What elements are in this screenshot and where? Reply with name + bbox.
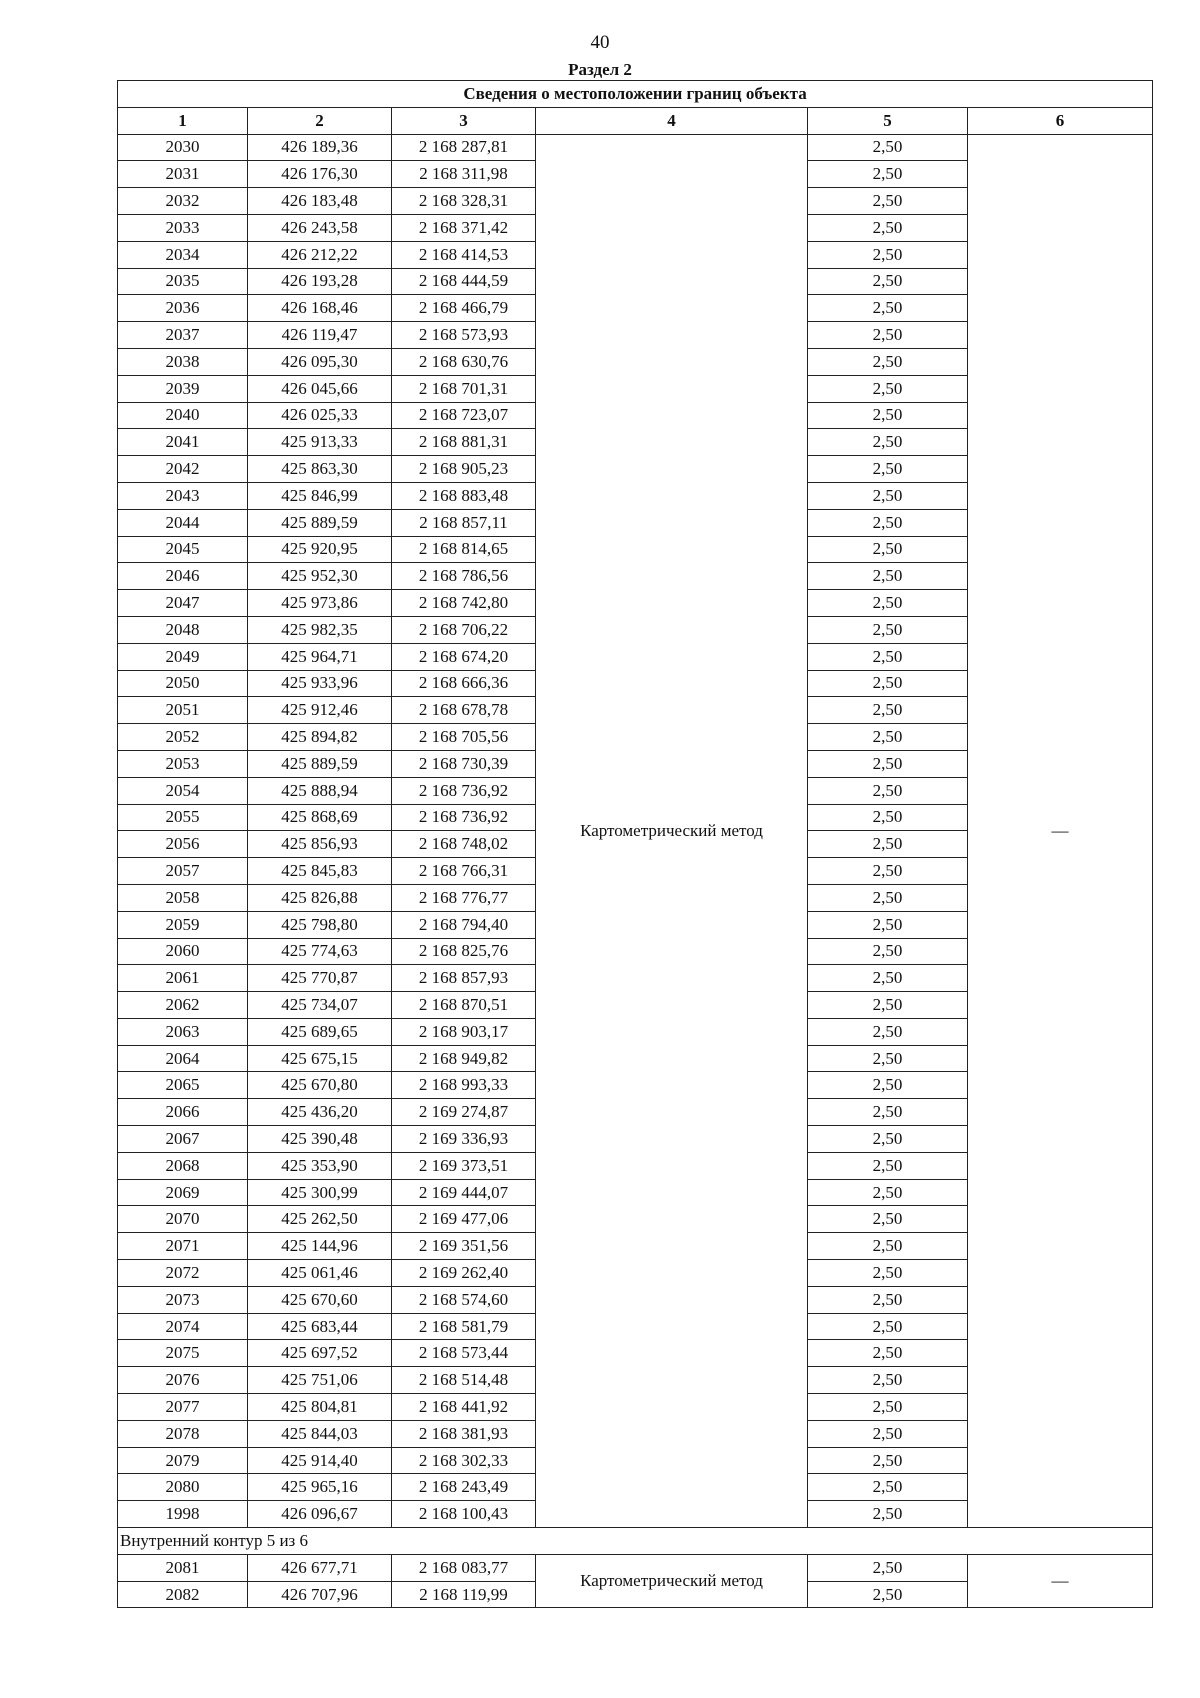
point-number-cell: 2037 [118, 322, 248, 349]
x-coordinate-cell: 425 770,87 [248, 965, 392, 992]
x-coordinate-cell: 425 670,60 [248, 1286, 392, 1313]
point-number-cell: 2033 [118, 214, 248, 241]
x-coordinate-cell: 425 061,46 [248, 1260, 392, 1287]
point-number-cell: 2050 [118, 670, 248, 697]
point-number-cell: 2079 [118, 1447, 248, 1474]
accuracy-cell: 2,50 [808, 1581, 968, 1608]
point-number-cell: 2076 [118, 1367, 248, 1394]
x-coordinate-cell: 425 933,96 [248, 670, 392, 697]
point-number-cell: 2042 [118, 456, 248, 483]
accuracy-cell: 2,50 [808, 348, 968, 375]
y-coordinate-cell: 2 168 905,23 [392, 456, 536, 483]
point-number-cell: 2081 [118, 1554, 248, 1581]
y-coordinate-cell: 2 168 083,77 [392, 1554, 536, 1581]
column-header: 4 [536, 107, 808, 134]
accuracy-cell: 2,50 [808, 992, 968, 1019]
y-coordinate-cell: 2 169 373,51 [392, 1152, 536, 1179]
column-header: 1 [118, 107, 248, 134]
y-coordinate-cell: 2 168 870,51 [392, 992, 536, 1019]
x-coordinate-cell: 425 670,80 [248, 1072, 392, 1099]
accuracy-cell: 2,50 [808, 402, 968, 429]
point-number-cell: 2066 [118, 1099, 248, 1126]
point-number-cell: 2077 [118, 1394, 248, 1421]
accuracy-cell: 2,50 [808, 858, 968, 885]
accuracy-cell: 2,50 [808, 1474, 968, 1501]
point-number-cell: 2044 [118, 509, 248, 536]
y-coordinate-cell: 2 169 444,07 [392, 1179, 536, 1206]
point-number-cell: 2048 [118, 616, 248, 643]
x-coordinate-cell: 425 144,96 [248, 1233, 392, 1260]
x-coordinate-cell: 425 964,71 [248, 643, 392, 670]
point-number-cell: 2059 [118, 911, 248, 938]
y-coordinate-cell: 2 168 466,79 [392, 295, 536, 322]
accuracy-cell: 2,50 [808, 911, 968, 938]
accuracy-cell: 2,50 [808, 134, 968, 161]
x-coordinate-cell: 425 913,33 [248, 429, 392, 456]
point-number-cell: 2040 [118, 402, 248, 429]
x-coordinate-cell: 425 683,44 [248, 1313, 392, 1340]
accuracy-cell: 2,50 [808, 241, 968, 268]
x-coordinate-cell: 426 243,58 [248, 214, 392, 241]
x-coordinate-cell: 425 973,86 [248, 590, 392, 617]
point-number-cell: 2065 [118, 1072, 248, 1099]
x-coordinate-cell: 425 390,48 [248, 1126, 392, 1153]
accuracy-cell: 2,50 [808, 1233, 968, 1260]
x-coordinate-cell: 425 734,07 [248, 992, 392, 1019]
point-number-cell: 2073 [118, 1286, 248, 1313]
accuracy-cell: 2,50 [808, 188, 968, 215]
point-number-cell: 2034 [118, 241, 248, 268]
accuracy-cell: 2,50 [808, 295, 968, 322]
y-coordinate-cell: 2 168 825,76 [392, 938, 536, 965]
x-coordinate-cell: 425 889,59 [248, 509, 392, 536]
x-coordinate-cell: 426 119,47 [248, 322, 392, 349]
accuracy-cell: 2,50 [808, 1340, 968, 1367]
accuracy-cell: 2,50 [808, 268, 968, 295]
accuracy-cell: 2,50 [808, 965, 968, 992]
x-coordinate-cell: 426 176,30 [248, 161, 392, 188]
accuracy-cell: 2,50 [808, 1394, 968, 1421]
x-coordinate-cell: 425 982,35 [248, 616, 392, 643]
y-coordinate-cell: 2 168 766,31 [392, 858, 536, 885]
y-coordinate-cell: 2 168 730,39 [392, 750, 536, 777]
point-number-cell: 2051 [118, 697, 248, 724]
point-number-cell: 2058 [118, 884, 248, 911]
accuracy-cell: 2,50 [808, 456, 968, 483]
y-coordinate-cell: 2 168 701,31 [392, 375, 536, 402]
accuracy-cell: 2,50 [808, 1501, 968, 1528]
y-coordinate-cell: 2 168 441,92 [392, 1394, 536, 1421]
x-coordinate-cell: 425 914,40 [248, 1447, 392, 1474]
x-coordinate-cell: 425 826,88 [248, 884, 392, 911]
accuracy-cell: 2,50 [808, 1099, 968, 1126]
point-number-cell: 2068 [118, 1152, 248, 1179]
y-coordinate-cell: 2 168 302,33 [392, 1447, 536, 1474]
accuracy-cell: 2,50 [808, 1313, 968, 1340]
accuracy-cell: 2,50 [808, 1367, 968, 1394]
accuracy-cell: 2,50 [808, 616, 968, 643]
x-coordinate-cell: 425 952,30 [248, 563, 392, 590]
x-coordinate-cell: 425 965,16 [248, 1474, 392, 1501]
table-row [118, 134, 1153, 161]
column-header-row [118, 107, 1153, 134]
x-coordinate-cell: 426 707,96 [248, 1581, 392, 1608]
accuracy-cell: 2,50 [808, 590, 968, 617]
contour-label: Внутренний контур 5 из 6 [118, 1528, 1153, 1555]
x-coordinate-cell: 425 863,30 [248, 456, 392, 483]
y-coordinate-cell: 2 168 776,77 [392, 884, 536, 911]
x-coordinate-cell: 425 262,50 [248, 1206, 392, 1233]
y-coordinate-cell: 2 168 119,99 [392, 1581, 536, 1608]
accuracy-cell: 2,50 [808, 831, 968, 858]
accuracy-cell: 2,50 [808, 1152, 968, 1179]
accuracy-cell: 2,50 [808, 1018, 968, 1045]
accuracy-cell: 2,50 [808, 938, 968, 965]
x-coordinate-cell: 425 804,81 [248, 1394, 392, 1421]
y-coordinate-cell: 2 168 883,48 [392, 482, 536, 509]
y-coordinate-cell: 2 169 274,87 [392, 1099, 536, 1126]
accuracy-cell: 2,50 [808, 482, 968, 509]
x-coordinate-cell: 426 183,48 [248, 188, 392, 215]
point-number-cell: 2072 [118, 1260, 248, 1287]
point-number-cell: 2078 [118, 1420, 248, 1447]
point-number-cell: 2057 [118, 858, 248, 885]
point-number-cell: 2038 [118, 348, 248, 375]
column-header: 5 [808, 107, 968, 134]
accuracy-cell: 2,50 [808, 1206, 968, 1233]
note-cell: — [968, 134, 1153, 1527]
x-coordinate-cell: 425 846,99 [248, 482, 392, 509]
point-number-cell: 2039 [118, 375, 248, 402]
coordinates-table [117, 80, 1153, 1608]
point-number-cell: 1998 [118, 1501, 248, 1528]
point-number-cell: 2041 [118, 429, 248, 456]
table-caption: Сведения о местоположении границ объекта [118, 81, 1153, 108]
y-coordinate-cell: 2 168 903,17 [392, 1018, 536, 1045]
column-header: 6 [968, 107, 1153, 134]
y-coordinate-cell: 2 168 678,78 [392, 697, 536, 724]
accuracy-cell: 2,50 [808, 1045, 968, 1072]
point-number-cell: 2061 [118, 965, 248, 992]
x-coordinate-cell: 425 894,82 [248, 724, 392, 751]
x-coordinate-cell: 425 868,69 [248, 804, 392, 831]
x-coordinate-cell: 426 189,36 [248, 134, 392, 161]
x-coordinate-cell: 426 095,30 [248, 348, 392, 375]
x-coordinate-cell: 425 675,15 [248, 1045, 392, 1072]
y-coordinate-cell: 2 168 993,33 [392, 1072, 536, 1099]
point-number-cell: 2053 [118, 750, 248, 777]
y-coordinate-cell: 2 168 311,98 [392, 161, 536, 188]
point-number-cell: 2032 [118, 188, 248, 215]
accuracy-cell: 2,50 [808, 1260, 968, 1287]
accuracy-cell: 2,50 [808, 161, 968, 188]
page-number: 40 [590, 32, 610, 53]
y-coordinate-cell: 2 168 706,22 [392, 616, 536, 643]
method-cell: Картометрический метод [536, 1554, 808, 1608]
y-coordinate-cell: 2 169 351,56 [392, 1233, 536, 1260]
accuracy-cell: 2,50 [808, 697, 968, 724]
point-number-cell: 2055 [118, 804, 248, 831]
x-coordinate-cell: 425 920,95 [248, 536, 392, 563]
point-number-cell: 2043 [118, 482, 248, 509]
accuracy-cell: 2,50 [808, 1179, 968, 1206]
note-cell: — [968, 1554, 1153, 1608]
x-coordinate-cell: 426 045,66 [248, 375, 392, 402]
accuracy-cell: 2,50 [808, 1447, 968, 1474]
accuracy-cell: 2,50 [808, 777, 968, 804]
y-coordinate-cell: 2 168 630,76 [392, 348, 536, 375]
y-coordinate-cell: 2 168 574,60 [392, 1286, 536, 1313]
point-number-cell: 2047 [118, 590, 248, 617]
accuracy-cell: 2,50 [808, 643, 968, 670]
y-coordinate-cell: 2 168 381,93 [392, 1420, 536, 1447]
y-coordinate-cell: 2 169 262,40 [392, 1260, 536, 1287]
x-coordinate-cell: 425 845,83 [248, 858, 392, 885]
accuracy-cell: 2,50 [808, 724, 968, 751]
x-coordinate-cell: 425 888,94 [248, 777, 392, 804]
accuracy-cell: 2,50 [808, 1554, 968, 1581]
point-number-cell: 2071 [118, 1233, 248, 1260]
y-coordinate-cell: 2 168 414,53 [392, 241, 536, 268]
x-coordinate-cell: 425 697,52 [248, 1340, 392, 1367]
y-coordinate-cell: 2 169 336,93 [392, 1126, 536, 1153]
column-header: 2 [248, 107, 392, 134]
point-number-cell: 2067 [118, 1126, 248, 1153]
column-header: 3 [392, 107, 536, 134]
point-number-cell: 2052 [118, 724, 248, 751]
y-coordinate-cell: 2 168 514,48 [392, 1367, 536, 1394]
accuracy-cell: 2,50 [808, 563, 968, 590]
y-coordinate-cell: 2 168 581,79 [392, 1313, 536, 1340]
y-coordinate-cell: 2 168 371,42 [392, 214, 536, 241]
accuracy-cell: 2,50 [808, 670, 968, 697]
accuracy-cell: 2,50 [808, 509, 968, 536]
point-number-cell: 2075 [118, 1340, 248, 1367]
y-coordinate-cell: 2 168 736,92 [392, 804, 536, 831]
point-number-cell: 2054 [118, 777, 248, 804]
y-coordinate-cell: 2 169 477,06 [392, 1206, 536, 1233]
y-coordinate-cell: 2 168 705,56 [392, 724, 536, 751]
y-coordinate-cell: 2 168 243,49 [392, 1474, 536, 1501]
point-number-cell: 2036 [118, 295, 248, 322]
y-coordinate-cell: 2 168 666,36 [392, 670, 536, 697]
x-coordinate-cell: 426 677,71 [248, 1554, 392, 1581]
x-coordinate-cell: 426 096,67 [248, 1501, 392, 1528]
x-coordinate-cell: 425 689,65 [248, 1018, 392, 1045]
point-number-cell: 2031 [118, 161, 248, 188]
table-body [118, 134, 1153, 1608]
point-number-cell: 2069 [118, 1179, 248, 1206]
x-coordinate-cell: 425 912,46 [248, 697, 392, 724]
y-coordinate-cell: 2 168 573,93 [392, 322, 536, 349]
point-number-cell: 2074 [118, 1313, 248, 1340]
x-coordinate-cell: 426 168,46 [248, 295, 392, 322]
accuracy-cell: 2,50 [808, 884, 968, 911]
y-coordinate-cell: 2 168 949,82 [392, 1045, 536, 1072]
table-row [118, 1554, 1153, 1581]
y-coordinate-cell: 2 168 814,65 [392, 536, 536, 563]
x-coordinate-cell: 426 212,22 [248, 241, 392, 268]
x-coordinate-cell: 425 300,99 [248, 1179, 392, 1206]
y-coordinate-cell: 2 168 857,93 [392, 965, 536, 992]
accuracy-cell: 2,50 [808, 804, 968, 831]
x-coordinate-cell: 425 774,63 [248, 938, 392, 965]
point-number-cell: 2056 [118, 831, 248, 858]
y-coordinate-cell: 2 168 328,31 [392, 188, 536, 215]
x-coordinate-cell: 425 844,03 [248, 1420, 392, 1447]
y-coordinate-cell: 2 168 786,56 [392, 563, 536, 590]
point-number-cell: 2062 [118, 992, 248, 1019]
x-coordinate-cell: 425 751,06 [248, 1367, 392, 1394]
y-coordinate-cell: 2 168 748,02 [392, 831, 536, 858]
x-coordinate-cell: 425 798,80 [248, 911, 392, 938]
point-number-cell: 2035 [118, 268, 248, 295]
y-coordinate-cell: 2 168 881,31 [392, 429, 536, 456]
accuracy-cell: 2,50 [808, 1126, 968, 1153]
point-number-cell: 2060 [118, 938, 248, 965]
point-number-cell: 2080 [118, 1474, 248, 1501]
y-coordinate-cell: 2 168 573,44 [392, 1340, 536, 1367]
accuracy-cell: 2,50 [808, 1072, 968, 1099]
section-title: Раздел 2 [568, 60, 632, 79]
y-coordinate-cell: 2 168 857,11 [392, 509, 536, 536]
method-cell: Картометрический метод [536, 134, 808, 1527]
y-coordinate-cell: 2 168 674,20 [392, 643, 536, 670]
x-coordinate-cell: 425 436,20 [248, 1099, 392, 1126]
accuracy-cell: 2,50 [808, 322, 968, 349]
point-number-cell: 2082 [118, 1581, 248, 1608]
point-number-cell: 2049 [118, 643, 248, 670]
accuracy-cell: 2,50 [808, 429, 968, 456]
point-number-cell: 2063 [118, 1018, 248, 1045]
accuracy-cell: 2,50 [808, 214, 968, 241]
accuracy-cell: 2,50 [808, 1286, 968, 1313]
accuracy-cell: 2,50 [808, 536, 968, 563]
y-coordinate-cell: 2 168 736,92 [392, 777, 536, 804]
point-number-cell: 2046 [118, 563, 248, 590]
x-coordinate-cell: 425 889,59 [248, 750, 392, 777]
accuracy-cell: 2,50 [808, 750, 968, 777]
point-number-cell: 2030 [118, 134, 248, 161]
y-coordinate-cell: 2 168 742,80 [392, 590, 536, 617]
y-coordinate-cell: 2 168 444,59 [392, 268, 536, 295]
point-number-cell: 2070 [118, 1206, 248, 1233]
point-number-cell: 2064 [118, 1045, 248, 1072]
x-coordinate-cell: 425 353,90 [248, 1152, 392, 1179]
x-coordinate-cell: 425 856,93 [248, 831, 392, 858]
point-number-cell: 2045 [118, 536, 248, 563]
y-coordinate-cell: 2 168 794,40 [392, 911, 536, 938]
y-coordinate-cell: 2 168 100,43 [392, 1501, 536, 1528]
accuracy-cell: 2,50 [808, 1420, 968, 1447]
y-coordinate-cell: 2 168 287,81 [392, 134, 536, 161]
accuracy-cell: 2,50 [808, 375, 968, 402]
contour-row [118, 1528, 1153, 1555]
y-coordinate-cell: 2 168 723,07 [392, 402, 536, 429]
x-coordinate-cell: 426 193,28 [248, 268, 392, 295]
x-coordinate-cell: 426 025,33 [248, 402, 392, 429]
